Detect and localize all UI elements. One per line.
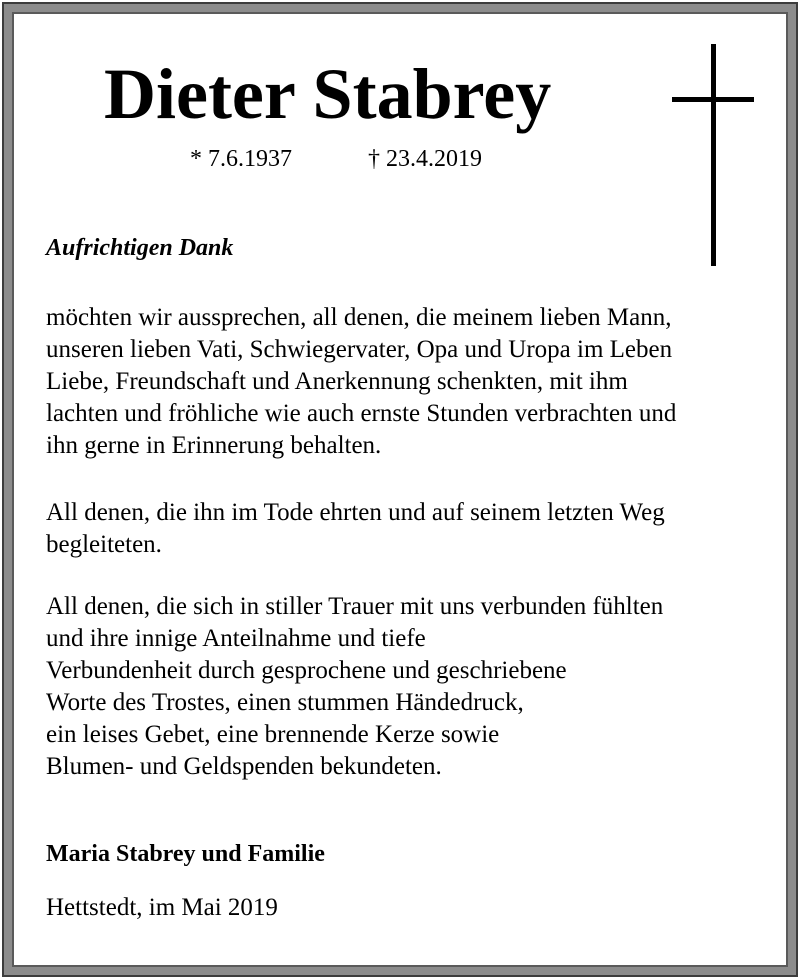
paragraph-line: All denen, die sich in stiller Trauer mit uns verbunden fühlten [46, 593, 664, 620]
cross-icon [672, 44, 756, 266]
death-date: † 23.4.2019 [368, 146, 482, 172]
birth-date: * 7.6.1937 [190, 146, 292, 172]
place-and-date: Hettstedt, im Mai 2019 [46, 894, 278, 921]
thanks-paragraph-3 [46, 591, 663, 783]
family-signature: Maria Stabrey und Familie [46, 841, 325, 867]
paragraph-line: und ihre innige Anteilnahme und tiefe [46, 625, 426, 652]
paragraph-line: ihn gerne in Erinnerung behalten. [46, 432, 382, 459]
deceased-name: Dieter Stabrey [104, 54, 552, 134]
paragraph-line: lachten und fröhliche wie auch ernste Stunden verbrachten und [46, 400, 677, 427]
paragraph-line: Liebe, Freundschaft und Anerkennung schenkten, mit ihm [46, 368, 628, 395]
paragraph-line: Worte des Trostes, einen stummen Händedruck, [46, 689, 524, 716]
paragraph-line: Verbundenheit durch gesprochene und geschriebene [46, 657, 567, 684]
thanks-paragraph-1 [46, 302, 676, 462]
paragraph-line: möchten wir aussprechen, all denen, die meinem lieben Mann, [46, 304, 672, 331]
thanks-paragraph-2 [46, 497, 665, 561]
paragraph-line: Blumen- und Geldspenden bekundeten. [46, 753, 442, 780]
thanks-heading: Aufrichtigen Dank [46, 235, 234, 261]
paragraph-line: All denen, die ihn im Tode ehrten und auf seinem letzten Weg [46, 499, 665, 526]
paragraph-line: unseren lieben Vati, Schwiegervater, Opa und Uropa im Leben [46, 336, 673, 363]
paragraph-line: begleiteten. [46, 531, 162, 558]
paragraph-line: ein leises Gebet, eine brennende Kerze sowie [46, 721, 500, 748]
